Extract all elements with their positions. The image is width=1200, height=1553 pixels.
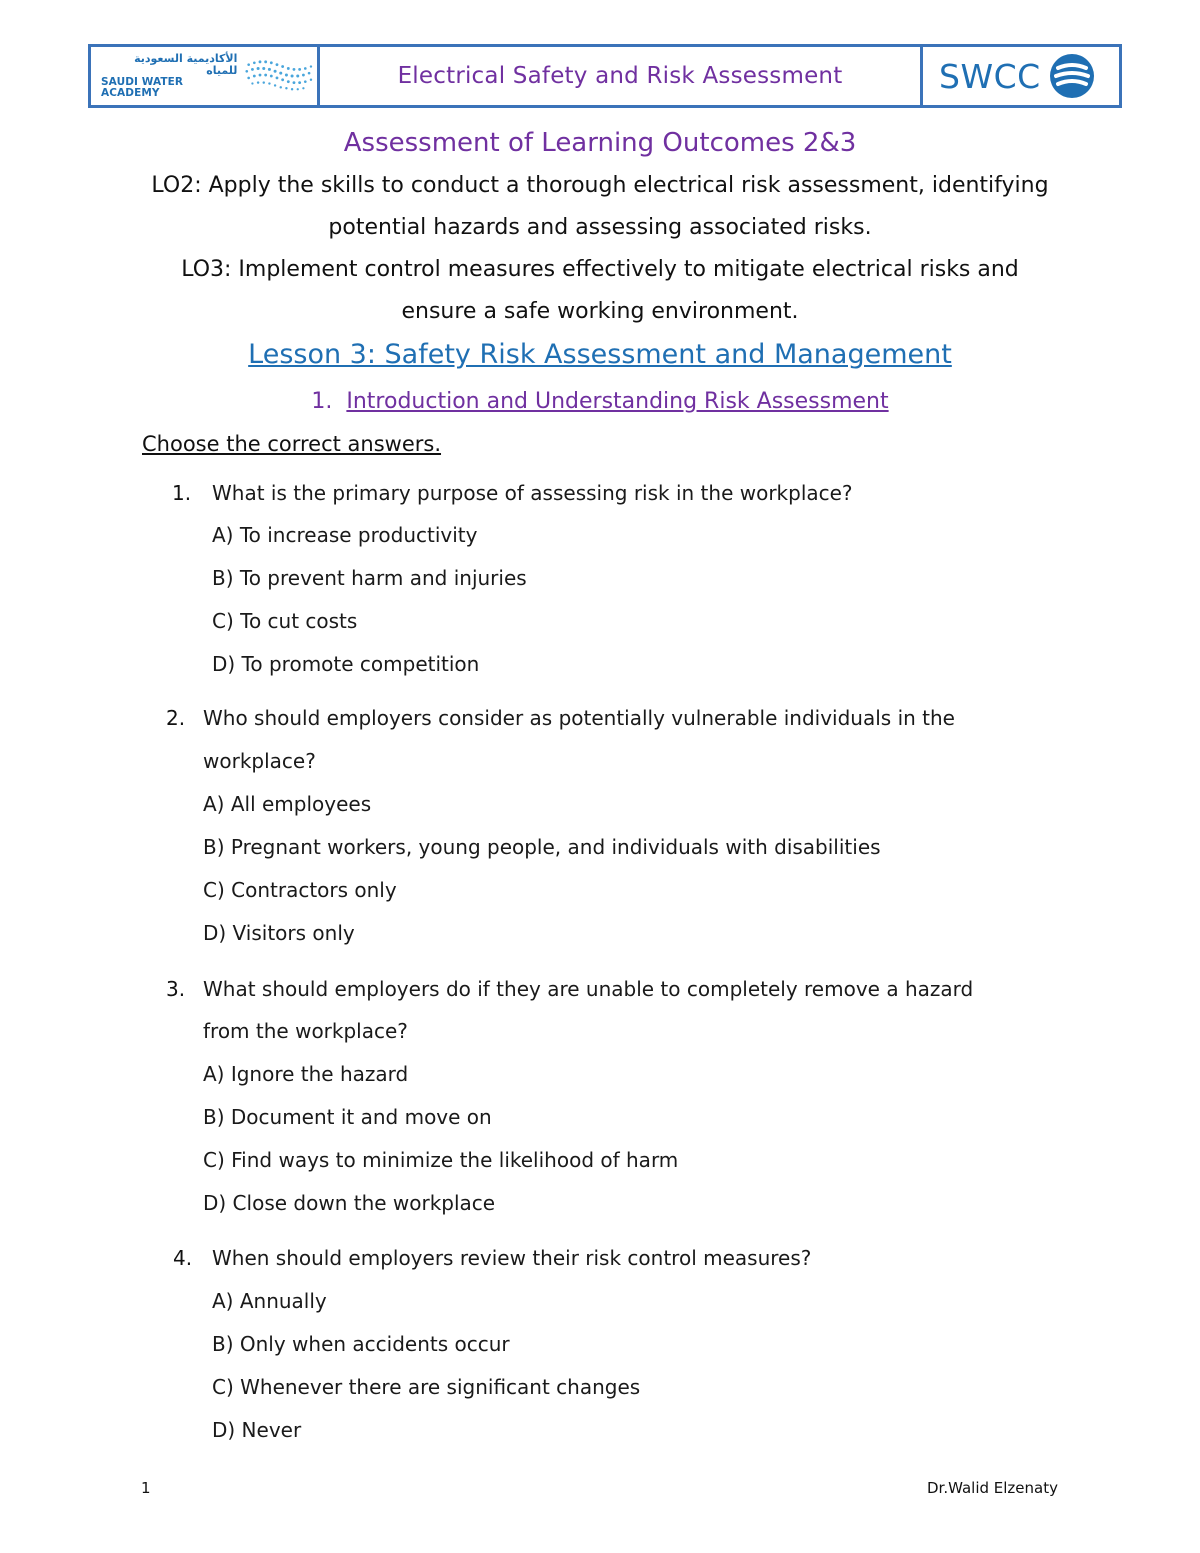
question-text: What is the primary purpose of assessing risk in the workplace? (212, 481, 853, 505)
answer-option: D) Never (212, 1418, 302, 1442)
academy-logo (91, 47, 320, 105)
swcc-logo-text: SWCC (939, 56, 1041, 96)
answer-option: C) Contractors only (203, 878, 397, 902)
answer-option: A) To increase productivity (212, 523, 478, 547)
lo2-line-2: potential hazards and assessing associated risks. (328, 215, 872, 240)
section-number: 1. (311, 389, 333, 414)
answer-option: D) To promote competition (212, 652, 480, 676)
question-text: Who should employers consider as potentially vulnerable individuals in the (203, 706, 955, 730)
answer-option: B) Only when accidents occur (212, 1332, 510, 1356)
answer-option: B) Pregnant workers, young people, and individuals with disabilities (203, 835, 881, 859)
section-heading (0, 389, 1200, 414)
question-number: 4. (173, 1246, 193, 1270)
page-number: 1 (141, 1479, 151, 1497)
assessment-title: Assessment of Learning Outcomes 2&3 (343, 128, 857, 158)
answer-option: B) To prevent harm and injuries (212, 566, 527, 590)
header-title-cell (320, 47, 923, 105)
answer-option: C) Find ways to minimize the likelihood of harm (203, 1148, 679, 1172)
lo3-line-1: LO3: Implement control measures effectively to mitigate electrical risks and (181, 257, 1019, 282)
question-number: 2. (166, 706, 186, 730)
lesson-title: Lesson 3: Safety Risk Assessment and Management (248, 339, 952, 370)
footer-author: Dr.Walid Elzenaty (926, 1479, 1058, 1497)
answer-option: B) Document it and move on (203, 1105, 492, 1129)
answer-option: D) Close down the workplace (203, 1191, 496, 1215)
question-text: workplace? (203, 749, 316, 773)
lo2-line-1: LO2: Apply the skills to conduct a thorough electrical risk assessment, identifying (151, 173, 1049, 198)
question-number: 3. (166, 977, 186, 1001)
answer-option: A) All employees (203, 792, 372, 816)
swcc-circle-icon (1049, 53, 1095, 99)
answer-option: D) Visitors only (203, 921, 355, 945)
lo3-line-2: ensure a safe working environment. (401, 299, 799, 324)
answer-option: C) Whenever there are significant changes (212, 1375, 641, 1399)
swcc-logo (923, 47, 1119, 105)
question-number: 1. (172, 481, 192, 505)
instruction-text: Choose the correct answers. (142, 432, 442, 456)
header-title: Electrical Safety and Risk Assessment (397, 63, 843, 89)
section-title: Introduction and Understanding Risk Assessment (346, 389, 889, 414)
page-header (88, 44, 1122, 108)
answer-option: A) Ignore the hazard (203, 1062, 409, 1086)
question-text: What should employers do if they are unable to completely remove a hazard (203, 977, 974, 1001)
answer-option: A) Annually (212, 1289, 327, 1313)
water-wave-logo-icon (243, 56, 317, 96)
logo-english-text: SAUDI WATER ACADEMY (101, 75, 184, 99)
answer-option: C) To cut costs (212, 609, 358, 633)
question-text: from the workplace? (203, 1019, 408, 1043)
logo-arabic-text: الأكاديمية السعودية للمياه (134, 52, 238, 77)
question-text: When should employers review their risk control measures? (212, 1246, 812, 1270)
